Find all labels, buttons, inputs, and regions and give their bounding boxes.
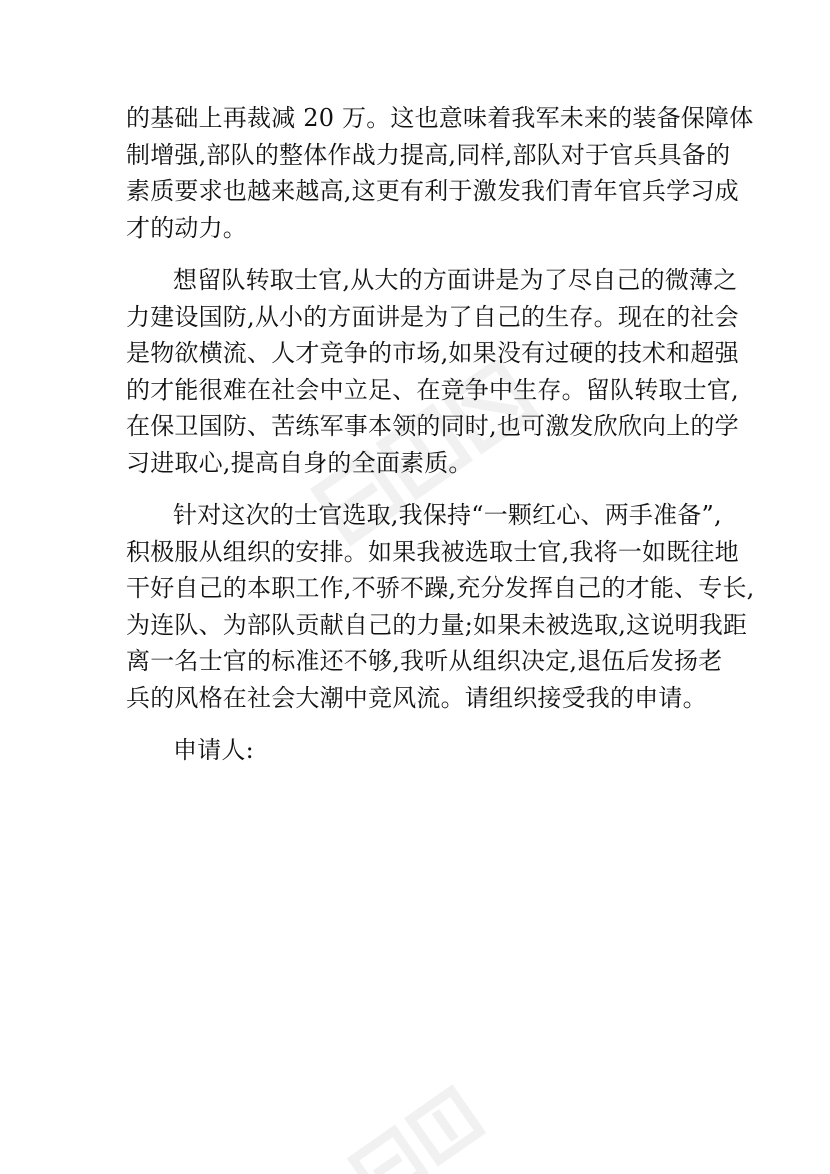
text-line: 积极服从组织的安排。如果我被选取士官,我将一如既往地 xyxy=(126,537,739,566)
text-line: 兵的风格在社会大潮中竞风流。请组织接受我的申请。 xyxy=(126,683,707,712)
text-line: 才的动力。 xyxy=(126,213,247,242)
document-body xyxy=(126,100,755,769)
text-line: 在保卫国防、苦练军事本领的同时,也可激发欣欣向上的学 xyxy=(126,412,739,440)
text-line: 针对这次的士官选取,我保持“一颗红心、两手准备”, xyxy=(173,501,722,529)
text-line: 是物欲横流、人才竞争的市场,如果没有过硬的技术和超强 xyxy=(126,339,739,367)
text-line: 的才能很难在社会中立足、在竞争中生存。留队转取士官, xyxy=(126,375,739,404)
text-line: 制增强,部队的整体作战力提高,同样,部队对于官兵具备的 xyxy=(126,140,731,169)
text-line: 素质要求也越来越高,这更有利于激发我们青年官兵学习成 xyxy=(126,177,739,205)
text-line: 离一名士官的标准还不够,我听从组织决定,退伍后发扬老 xyxy=(126,647,723,675)
watermark-logo-icon xyxy=(330,1060,530,1174)
signature-label: 申请人: xyxy=(173,736,254,764)
text-line: 力建设国防,从小的方面讲是为了自己的生存。现在的社会 xyxy=(126,302,739,331)
text-line: 的基础上再裁减 20 万。这也意味着我军未来的装备保障体 xyxy=(126,104,754,132)
signature-block xyxy=(126,732,714,769)
paragraph-1 xyxy=(126,100,754,246)
text-line: 想留队转取士官,从大的方面讲是为了尽自己的微薄之 xyxy=(173,266,738,294)
text-line: 干好自己的本职工作,不骄不躁,充分发挥自己的才能、专长, xyxy=(126,574,755,602)
paragraph-2 xyxy=(126,262,739,481)
paragraph-3 xyxy=(126,497,755,716)
text-line: 为连队、为部队贡献自己的力量;如果未被选取,这说明我距 xyxy=(126,610,748,639)
text-line: 习进取心,提高自身的全面素质。 xyxy=(126,448,473,477)
